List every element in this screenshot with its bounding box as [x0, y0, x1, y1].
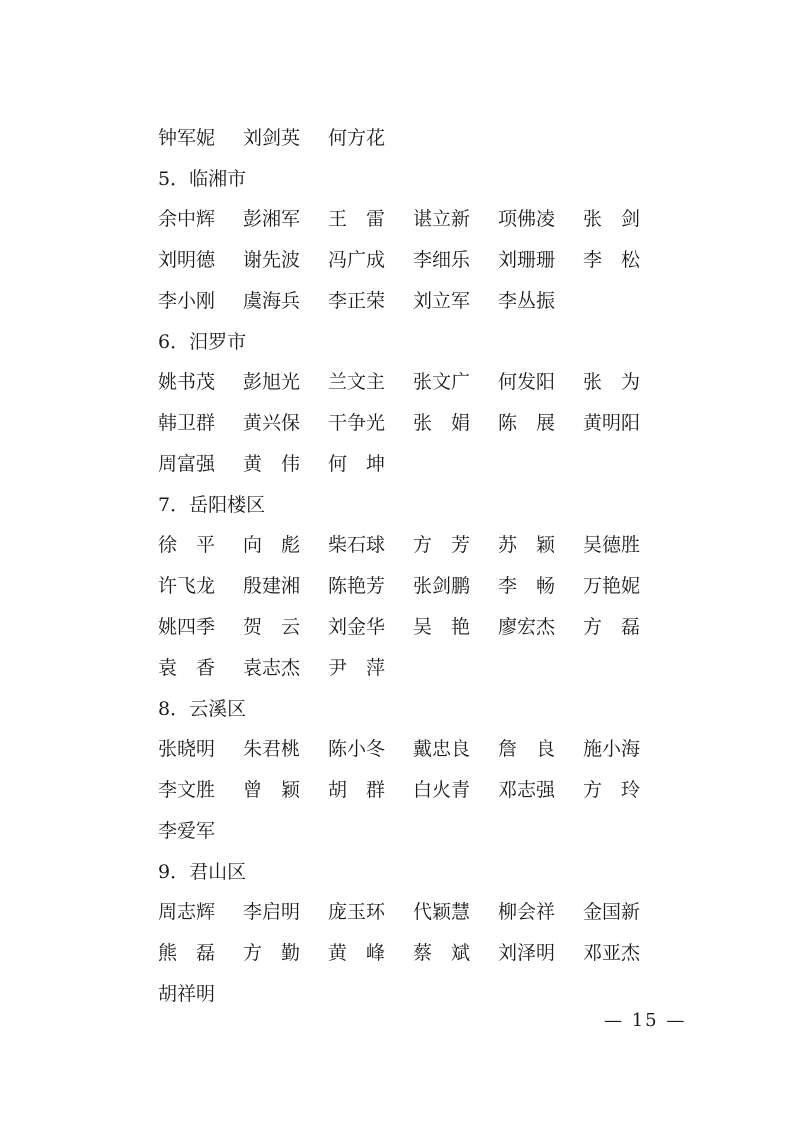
name-row [158, 444, 658, 485]
person-name: 方 玲 [583, 779, 641, 801]
person-name: 朱君桃 [243, 738, 301, 760]
person-name: 黄 峰 [328, 942, 386, 964]
person-name: 李文胜 [158, 779, 216, 801]
person-name: 何 坤 [328, 453, 386, 475]
section-heading [158, 322, 658, 362]
name-row [158, 729, 658, 770]
person-name: 苏 颖 [498, 534, 556, 556]
person-name: 柴石球 [328, 534, 386, 556]
section-heading [158, 159, 658, 199]
person-name: 邓亚杰 [583, 942, 641, 964]
person-name: 姚书茂 [158, 371, 216, 393]
person-name: 徐 平 [158, 534, 216, 556]
person-name: 庞玉环 [328, 901, 386, 923]
person-name: 蔡 斌 [413, 942, 471, 964]
person-name: 詹 良 [498, 738, 556, 760]
person-name: 张 娟 [413, 412, 471, 434]
person-name: 袁 香 [158, 657, 216, 679]
name-row [158, 770, 658, 811]
person-name: 彭湘军 [243, 208, 301, 230]
person-name: 万艳妮 [583, 575, 641, 597]
person-name: 兰文主 [328, 371, 386, 393]
person-name: 王 雷 [328, 208, 386, 230]
person-name: 曾 颖 [243, 779, 301, 801]
person-name: 周志辉 [158, 901, 216, 923]
section-heading [158, 689, 658, 729]
person-name: 周富强 [158, 453, 216, 475]
person-name: 干争光 [328, 412, 386, 434]
name-row [158, 566, 658, 607]
name-row [158, 607, 658, 648]
person-name: 黄明阳 [583, 412, 641, 434]
name-row [158, 892, 658, 933]
person-name: 陈 展 [498, 412, 556, 434]
person-name: 胡祥明 [158, 983, 216, 1005]
person-name: 项佛凌 [498, 208, 556, 230]
name-row [158, 281, 658, 322]
name-row [158, 362, 658, 403]
section-heading-text: 9．君山区 [158, 861, 247, 883]
person-name: 陈小冬 [328, 738, 386, 760]
person-name: 黄 伟 [243, 453, 301, 475]
name-row [158, 199, 658, 240]
person-name: 方 芳 [413, 534, 471, 556]
name-list-content [158, 118, 658, 1015]
person-name: 方 磊 [583, 616, 641, 638]
person-name: 韩卫群 [158, 412, 216, 434]
name-row [158, 525, 658, 566]
section-heading-text: 6．汨罗市 [158, 331, 247, 353]
person-name: 李爱军 [158, 820, 216, 842]
name-row [158, 403, 658, 444]
person-name: 彭旭光 [243, 371, 301, 393]
name-row [158, 933, 658, 974]
person-name: 施小海 [583, 738, 641, 760]
person-name: 吴 艳 [413, 616, 471, 638]
name-row [158, 974, 658, 1015]
name-row [158, 811, 658, 852]
person-name: 李 松 [583, 249, 641, 271]
person-name: 金国新 [583, 901, 641, 923]
person-name: 李正荣 [328, 290, 386, 312]
section-heading-text: 8．云溪区 [158, 698, 247, 720]
person-name: 柳会祥 [498, 901, 556, 923]
person-name: 谌立新 [413, 208, 471, 230]
person-name: 刘剑英 [243, 127, 301, 149]
person-name: 刘珊珊 [498, 249, 556, 271]
person-name: 张文广 [413, 371, 471, 393]
person-name: 吴德胜 [583, 534, 641, 556]
person-name: 黄兴保 [243, 412, 301, 434]
person-name: 刘明德 [158, 249, 216, 271]
person-name: 虞海兵 [243, 290, 301, 312]
person-name: 刘立军 [413, 290, 471, 312]
person-name: 冯广成 [328, 249, 386, 271]
person-name: 贺 云 [243, 616, 301, 638]
person-name: 李启明 [243, 901, 301, 923]
person-name: 李细乐 [413, 249, 471, 271]
person-name: 李小刚 [158, 290, 216, 312]
section-heading [158, 485, 658, 525]
name-row [158, 648, 658, 689]
section-heading [158, 852, 658, 892]
person-name: 白火青 [413, 779, 471, 801]
person-name: 何发阳 [498, 371, 556, 393]
person-name: 张 为 [583, 371, 641, 393]
person-name: 姚四季 [158, 616, 216, 638]
person-name: 刘泽明 [498, 942, 556, 964]
person-name: 刘金华 [328, 616, 386, 638]
person-name: 何方花 [328, 127, 386, 149]
person-name: 尹 萍 [328, 657, 386, 679]
page-number: — 15 — [604, 1010, 687, 1031]
person-name: 许飞龙 [158, 575, 216, 597]
person-name: 殷建湘 [243, 575, 301, 597]
name-row [158, 240, 658, 281]
person-name: 陈艳芳 [328, 575, 386, 597]
person-name: 李 畅 [498, 575, 556, 597]
person-name: 钟军妮 [158, 127, 216, 149]
person-name: 谢先波 [243, 249, 301, 271]
person-name: 余中辉 [158, 208, 216, 230]
person-name: 邓志强 [498, 779, 556, 801]
person-name: 代颖慧 [413, 901, 471, 923]
person-name: 李丛振 [498, 290, 556, 312]
person-name: 方 勤 [243, 942, 301, 964]
person-name: 张 剑 [583, 208, 641, 230]
person-name: 袁志杰 [243, 657, 301, 679]
person-name: 张晓明 [158, 738, 216, 760]
section-heading-text: 5．临湘市 [158, 168, 247, 190]
person-name: 熊 磊 [158, 942, 216, 964]
section-heading-text: 7．岳阳楼区 [158, 494, 266, 516]
person-name: 张剑鹏 [413, 575, 471, 597]
person-name: 向 彪 [243, 534, 301, 556]
person-name: 廖宏杰 [498, 616, 556, 638]
continuation-row [158, 118, 658, 159]
person-name: 戴忠良 [413, 738, 471, 760]
person-name: 胡 群 [328, 779, 386, 801]
